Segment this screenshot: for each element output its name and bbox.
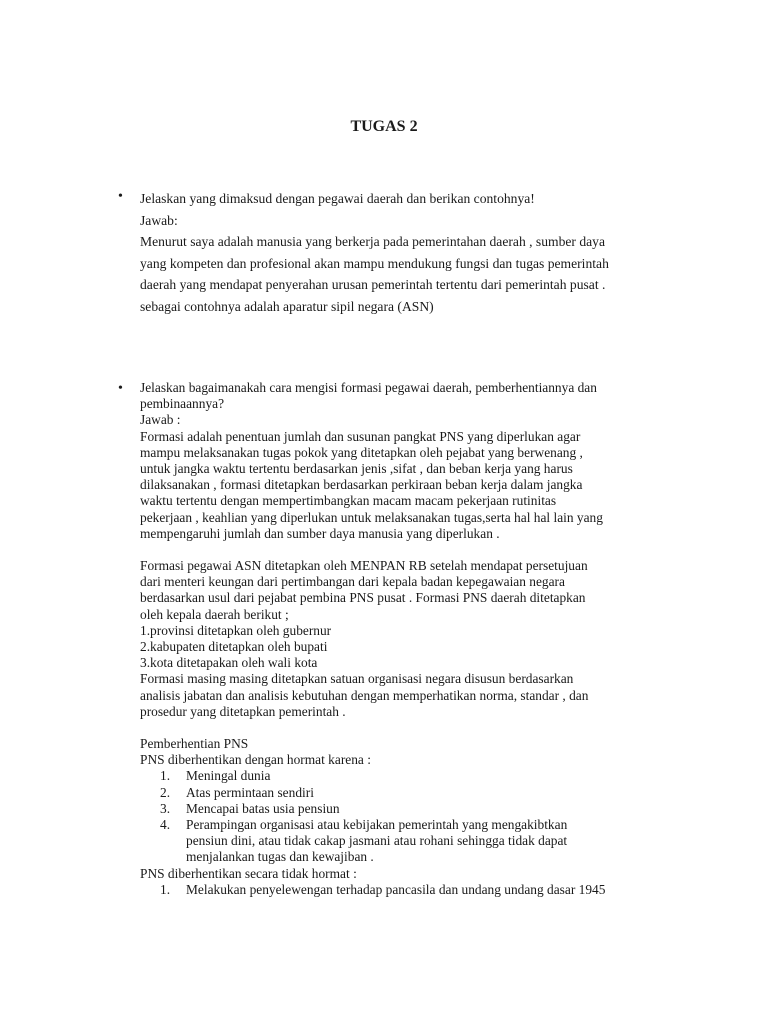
list-item — [140, 817, 688, 866]
list-item-text: Mencapai batas usia pensiun — [186, 800, 340, 816]
tidak-hormat-list — [140, 882, 688, 898]
bullet-icon: • — [118, 381, 123, 396]
paragraph-line: Formasi pegawai ASN ditetapkan oleh MENPAN RB setelah mendapat persetujuan — [140, 558, 588, 574]
list-item — [140, 882, 688, 898]
paragraph-line: oleh kepala daerah berikut ; — [140, 606, 289, 622]
question-2-block — [140, 380, 688, 898]
paragraph-gap — [140, 720, 688, 736]
paragraph-line: analisis jabatan dan analisis kebutuhan dengan memperhatikan norma, standar , dan — [140, 687, 589, 703]
paragraph-line: 1.provinsi ditetapkan oleh gubernur — [140, 622, 332, 638]
list-item — [140, 768, 688, 784]
list-number: 2. — [160, 784, 171, 800]
list-number: 1. — [160, 881, 171, 897]
hormat-list — [140, 768, 688, 865]
paragraph-line: mempengaruhi jumlah dan sumber daya manusia yang diperlukan . — [140, 525, 500, 541]
answer-label: Jawab : — [140, 412, 181, 428]
list-item-text: Atas permintaan sendiri — [186, 784, 314, 800]
question-1-text: Jelaskan yang dimaksud dengan pegawai daerah dan berikan contohnya! — [140, 191, 535, 206]
paragraph-line: mampu melaksanakan tugas pokok yang ditetapkan oleh pejabat yang berwenang , — [140, 444, 583, 460]
answer-label: Jawab: — [140, 212, 178, 228]
section-heading: Pemberhentian PNS — [140, 736, 249, 752]
paragraph-line: dari menteri keungan dari pertimbangan dari kepala badan kepegawaian negara — [140, 574, 565, 590]
paragraph-line: Formasi adalah penentuan jumlah dan susunan pangkat PNS yang diperlukan agar — [140, 428, 581, 444]
bullet-icon: • — [118, 189, 123, 204]
list-item-text: Perampingan organisasi atau kebijakan pemerintah yang mengakibtkan — [186, 817, 568, 833]
list-number: 1. — [160, 768, 171, 784]
list-intro: PNS diberhentikan dengan hormat karena : — [140, 752, 371, 768]
paragraph-gap — [140, 542, 688, 558]
list-intro: PNS diberhentikan secara tidak hormat : — [140, 865, 357, 881]
paragraph-line: prosedur yang ditetapkan pemerintah . — [140, 703, 346, 719]
paragraph-line: Formasi masing masing ditetapkan satuan organisasi negara disusun berdasarkan — [140, 671, 574, 687]
question-2-text: Jelaskan bagaimanakah cara mengisi formasi pegawai daerah, pemberhentiannya dan — [140, 380, 597, 395]
list-number: 3. — [160, 800, 171, 816]
question-2-text: pembinaannya? — [140, 396, 225, 412]
paragraph-line: untuk jangka waktu tertentu berdasarkan jenis ,sifat , dan beban kerja yang harus — [140, 461, 573, 477]
list-item — [140, 785, 688, 801]
paragraph-line: waktu tertentu dengan mempertimbangkan macam macam pekerjaan rutinitas — [140, 493, 557, 509]
list-item-text: menjalankan tugas dan kewajiban . — [186, 849, 374, 865]
list-item-text: pensiun dini, atau tidak cakap jasmani atau rohani sehingga tidak dapat — [186, 833, 568, 849]
list-item-text: Melakukan penyelewengan terhadap pancasila dan undang undang dasar 1945 — [186, 881, 606, 897]
list-number: 4. — [160, 817, 171, 833]
answer-line: Menurut saya adalah manusia yang berkerja pada pemerintahan daerah , sumber daya — [140, 234, 606, 249]
list-item-text: Meningal dunia — [186, 768, 271, 784]
paragraph-line: 2.kabupaten ditetapkan oleh bupati — [140, 639, 328, 655]
paragraph-line: 3.kota ditetapakan oleh wali kota — [140, 655, 318, 671]
paragraph-line: dilaksanakan , formasi ditetapkan berdasarkan perkiraan beban kerja dalam jangka — [140, 477, 583, 493]
paragraph-line: pekerjaan , keahlian yang diperlukan untuk melaksanakan tugas,serta hal hal lain yang — [140, 509, 603, 525]
answer-line: sebagai contohnya adalah aparatur sipil negara (ASN) — [140, 298, 434, 314]
answer-line: daerah yang mendapat penyerahan urusan pemerintah tertentu dari pemerintah pusat . — [140, 277, 606, 292]
document-title: TUGAS 2 — [350, 118, 418, 135]
answer-line: yang kompeten dan profesional akan mampu mendukung fungsi dan tugas pemerintah — [140, 255, 609, 271]
question-1-block — [140, 188, 688, 317]
list-item — [140, 801, 688, 817]
paragraph-line: berdasarkan usul dari pejabat pembina PNS pusat . Formasi PNS daerah ditetapkan — [140, 590, 586, 606]
